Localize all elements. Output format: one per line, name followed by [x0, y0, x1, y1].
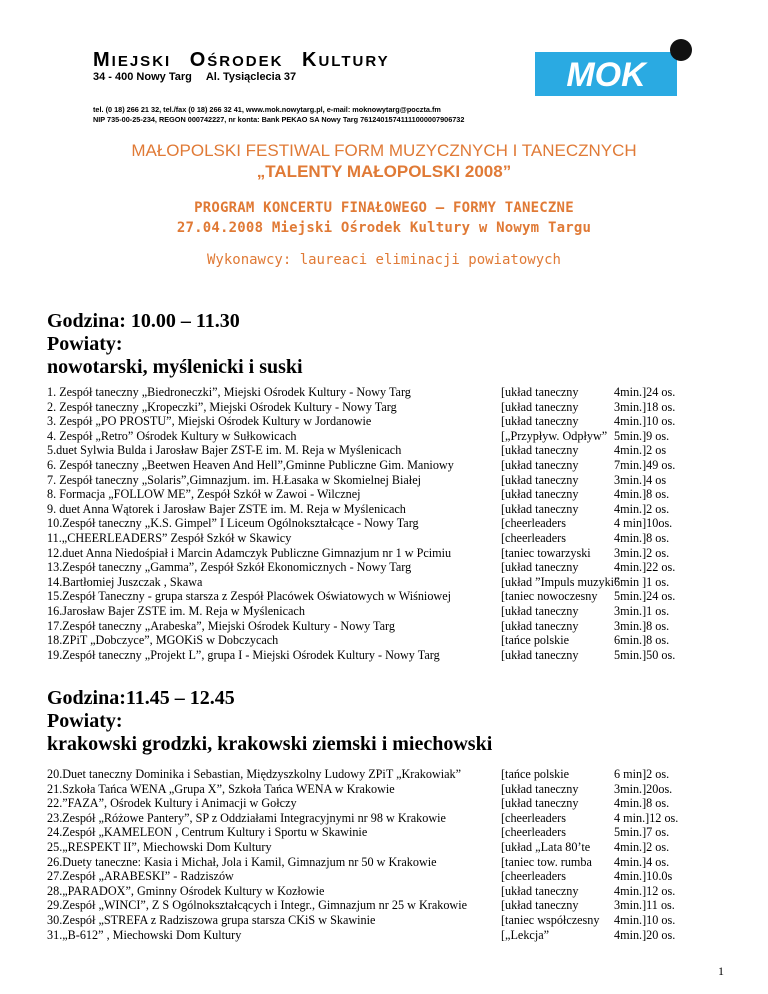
duration-size: 3min.]2 os. [614, 545, 670, 560]
duration-size: 4min.]10 os. [614, 912, 676, 927]
program-row [47, 796, 727, 811]
duration-size: 4min.]20 os. [614, 927, 676, 942]
mok-logo [535, 38, 695, 98]
duration-size: 5min.]9 os. [614, 428, 670, 443]
performer-name: 7. Zespół taneczny „Solaris”,Gimnazjum. im. H.Łasaka w Skomielnej Białej [47, 472, 421, 487]
duration-size: 7min.]49 os. [614, 457, 676, 472]
performance-type: [układ taneczny [501, 399, 579, 414]
performance-type: [układ taneczny [501, 501, 579, 516]
duration-size: 6 min]2 os. [614, 767, 670, 781]
duration-size: 4min.]8 os. [614, 487, 670, 502]
performer-name: 30.Zespół „STREFA z Radziszowa grupa starsza CKiS w Skawinie [47, 912, 376, 927]
duration-size: 3min.]4 os [614, 472, 667, 487]
performance-type: [układ taneczny [501, 443, 579, 458]
performance-type: [układ taneczny [501, 487, 579, 502]
performance-type: [cheerleaders [501, 869, 566, 884]
program-row [47, 884, 727, 899]
section-2-list [47, 767, 727, 942]
program-row [47, 589, 727, 604]
performance-type: [cheerleaders [501, 516, 566, 531]
performer-name: 19.Zespół taneczny „Projekt L”, grupa I - Miejski Ośrodek Kultury - Nowy Targ [47, 647, 440, 662]
performer-name: 24.Zespół „KAMELEON , Centrum Kultury i Sportu w Skawinie [47, 825, 368, 840]
performance-type: [cheerleaders [501, 530, 566, 545]
performer-name: 3. Zespół „PO PROSTU”, Miejski Ośrodek Kultury w Jordanowie [47, 414, 372, 429]
org-name-word-3: KULTURY [301, 49, 390, 71]
duration-size: 3min.]1 os. [614, 603, 670, 618]
program-row [47, 648, 727, 663]
performer-name: 10.Zespół taneczny „K.S. Gimpel” I Liceum Ogólnokształcące - Nowy Targ [47, 516, 419, 531]
program-row [47, 811, 727, 826]
performer-name: 20.Duet taneczny Dominika i Sebastian, Międzyszkolny Ludowy ZPiT „Krakowiak” [47, 767, 462, 781]
performer-name: 26.Duety taneczne: Kasia i Michał, Jola i Kamil, Gimnazjum nr 50 w Krakowie [47, 854, 437, 869]
contact-line-1: tel. (0 18) 266 21 32, tel./fax (0 18) 266 32 41, www.mok.nowytarg.pl, e-mail: moknowytarg@poczta.fm [93, 105, 441, 114]
performer-name: 12.duet Anna Niedośpiał i Marcin Adamczyk Publiczne Gimnazjum nr 1 w Pcimiu [47, 545, 452, 560]
performer-name: 23.Zespół „Różowe Pantery”, SP z Oddziałami Integracyjnymi nr 98 w Krakowie [47, 810, 446, 825]
program-row [47, 898, 727, 913]
performer-name: 21.Szkoła Tańca WENA „Grupa X”, Szkoła Tańca WENA w Krakowie [47, 781, 395, 796]
performance-type: [układ taneczny [501, 472, 579, 487]
performers-note: Wykonawcy: laureaci eliminacji powiatowych [206, 252, 561, 268]
performance-type: [układ taneczny [501, 603, 579, 618]
performance-type: [cheerleaders [501, 825, 566, 840]
organization-address [93, 71, 296, 83]
performer-name: 25.„RESPEKT II”, Miechowski Dom Kultury [47, 839, 272, 854]
program-title: PROGRAM KONCERTU FINAŁOWEGO – FORMY TANECZNE [194, 200, 574, 216]
section-2-time: Godzina:11.45 – 12.45 [47, 687, 235, 709]
program-row [47, 782, 727, 797]
duration-size: 4min.]10 os. [614, 414, 676, 429]
program-row [47, 473, 727, 488]
program-row [47, 531, 727, 546]
section-2-districts: krakowski grodzki, krakowski ziemski i miechowski [47, 733, 493, 755]
program-row [47, 913, 727, 928]
duration-size: 4min.]8 os. [614, 530, 670, 545]
performer-name: 22.”FAZA”, Ośrodek Kultury i Animacji w Gołczy [47, 796, 297, 811]
program-row [47, 546, 727, 561]
performance-type: [układ taneczny [501, 796, 579, 811]
performance-type: [„Przypływ. Odpływ” [501, 428, 608, 443]
performance-type: [„Lekcja” [501, 927, 550, 942]
duration-size: 3min.]18 os. [614, 399, 676, 414]
duration-size: 6min.]8 os. [614, 633, 670, 648]
program-row [47, 502, 727, 517]
org-name-word-1: MIEJSKI [93, 49, 172, 71]
performer-name: 6. Zespół taneczny „Beetwen Heaven And Hell”,Gminne Publiczne Gim. Maniowy [47, 457, 454, 472]
performance-type: [układ taneczny [501, 560, 579, 575]
performer-name: 4. Zespół „Retro” Ośrodek Kultury w Sułkowicach [47, 428, 297, 443]
performance-type: [taniec nowoczesny [501, 589, 598, 604]
festival-title: MAŁOPOLSKI FESTIWAL FORM MUZYCZNYCH I TANECZNYCH [131, 141, 637, 160]
duration-size: 4min.]4 os. [614, 854, 670, 869]
section-1-time: Godzina: 10.00 – 11.30 [47, 310, 240, 332]
performance-type: [układ taneczny [501, 883, 579, 898]
duration-size: 4min.]22 os. [614, 560, 676, 575]
performer-name: 17.Zespół taneczny „Arabeska”, Miejski Ośrodek Kultury - Nowy Targ [47, 618, 395, 633]
program-row [47, 458, 727, 473]
contact-line-2: NIP 735-00-25-234, REGON 000742227, nr konta: Bank PEKAO SA Nowy Targ 76124015741111000007906732 [93, 115, 465, 124]
program-row [47, 487, 727, 502]
duration-size: 5min.]24 os. [614, 589, 676, 604]
performer-name: 2. Zespół taneczny „Kropeczki”, Miejski Ośrodek Kultury - Nowy Targ [47, 399, 397, 414]
page-number: 1 [718, 964, 724, 978]
section-2-label: Powiaty: [47, 710, 123, 732]
program-row [47, 516, 727, 531]
duration-size: 4min.]8 os. [614, 796, 670, 811]
performance-type: [układ taneczny [501, 781, 579, 796]
contact-info [93, 105, 464, 125]
section-1-label: Powiaty: [47, 333, 123, 355]
duration-size: 4min.]10.0s [614, 869, 673, 884]
performance-type: [układ „Lata 80’te [501, 839, 591, 854]
duration-size: 4 min.]12 os. [614, 810, 679, 825]
performer-name: 9. duet Anna Wątorek i Jarosław Bajer ZSTE im. M. Reja w Myślenicach [47, 501, 406, 516]
section-1-districts: nowotarski, myślenicki i suski [47, 356, 303, 378]
performer-name: 13.Zespół taneczny „Gamma”, Zespół Szkół Ekonomicznych - Nowy Targ [47, 560, 412, 575]
program-row [47, 443, 727, 458]
address-city: 34 - 400 Nowy Targ [93, 71, 192, 83]
section-2-header [47, 687, 492, 756]
performance-type: [układ taneczny [501, 647, 579, 662]
performer-name: 16.Jarosław Bajer ZSTE im. M. Reja w Myślenicach [47, 603, 305, 618]
duration-size: 3min.]8 os. [614, 618, 670, 633]
duration-size: 4min.]2 os [614, 443, 667, 458]
org-name-word-2: OŚRODEK [189, 49, 284, 71]
program-row [47, 619, 727, 634]
program-row [47, 855, 727, 870]
program-row [47, 575, 727, 590]
performer-name: 14.Bartłomiej Juszczak , Skawa [47, 574, 203, 589]
duration-size: 4min.]24 os. [614, 385, 676, 399]
organization-name [93, 49, 390, 72]
performer-name: 18.ZPiT „Dobczyce”, MGOKiS w Dobczycach [47, 633, 279, 648]
program-row [47, 560, 727, 575]
program-row [47, 869, 727, 884]
program-row [47, 767, 727, 782]
program-row [47, 604, 727, 619]
performer-name: 27.Zespół „ARABESKI” - Radziszów [47, 869, 234, 884]
program-row [47, 385, 727, 400]
performer-name: 28.„PARADOX”, Gminny Ośrodek Kultury w Kozłowie [47, 883, 325, 898]
program-row [47, 633, 727, 648]
performance-type: [układ ”Impuls muzyki” [501, 574, 620, 589]
program-row [47, 840, 727, 855]
performance-type: [układ taneczny [501, 385, 579, 399]
concert-date-place: 27.04.2008 Miejski Ośrodek Kultury w Nowym Targu [176, 220, 592, 236]
program-row [47, 429, 727, 444]
festival-subtitle: „TALENTY MAŁOPOLSKI 2008” [256, 162, 512, 181]
performance-type: [układ taneczny [501, 618, 579, 633]
performer-name: 11.„CHEERLEADERS” Zespół Szkół w Skawicy [47, 530, 292, 545]
duration-size: 3min.]11 os. [614, 898, 675, 913]
performance-type: [taniec towarzyski [501, 545, 591, 560]
program-row [47, 400, 727, 415]
performance-type: [taniec tow. rumba [501, 854, 592, 869]
section-1-header [47, 310, 303, 379]
performer-name: 31.„B-612” , Miechowski Dom Kultury [47, 927, 242, 942]
section-1-list [47, 385, 727, 662]
duration-size: 5min.]7 os. [614, 825, 670, 840]
performance-type: [układ taneczny [501, 898, 579, 913]
performer-name: 8. Formacja „FOLLOW ME”, Zespół Szkół w Zawoi - Wilcznej [47, 487, 361, 502]
performance-type: [tańce polskie [501, 767, 570, 781]
performance-type: [taniec współczesny [501, 912, 600, 927]
duration-size: 4min.]2 os. [614, 839, 670, 854]
duration-size: 5min.]50 os. [614, 647, 676, 662]
duration-size: 4min.]12 os. [614, 883, 676, 898]
duration-size: 4 min]10os. [614, 516, 673, 531]
logo-text: MOK [566, 56, 646, 94]
duration-size: 6min ]1 os. [614, 574, 670, 589]
performance-type: [układ taneczny [501, 414, 579, 429]
performer-name: 1. Zespół taneczny „Biedroneczki”, Miejski Ośrodek Kultury - Nowy Targ [47, 385, 411, 399]
program-row [47, 414, 727, 429]
performer-name: 5.duet Sylwia Bulda i Jarosław Bajer ZST-E im. M. Reja w Myślenicach [47, 443, 402, 458]
performance-type: [cheerleaders [501, 810, 566, 825]
program-row [47, 825, 727, 840]
duration-size: 3min.]20os. [614, 781, 673, 796]
performance-type: [układ taneczny [501, 457, 579, 472]
program-row [47, 928, 727, 943]
address-street: Al. Tysiąclecia 37 [205, 71, 297, 83]
performer-name: 15.Zespół Taneczny - grupa starsza z Zespół Placówek Oświatowych w Wiśniowej [47, 589, 452, 604]
performer-name: 29.Zespół „WINCI”, Z S Ogólnokształcących i Integr., Gimnazjum nr 25 w Krakowie [47, 898, 468, 913]
performance-type: [tańce polskie [501, 633, 570, 648]
duration-size: 4min.]2 os. [614, 501, 670, 516]
